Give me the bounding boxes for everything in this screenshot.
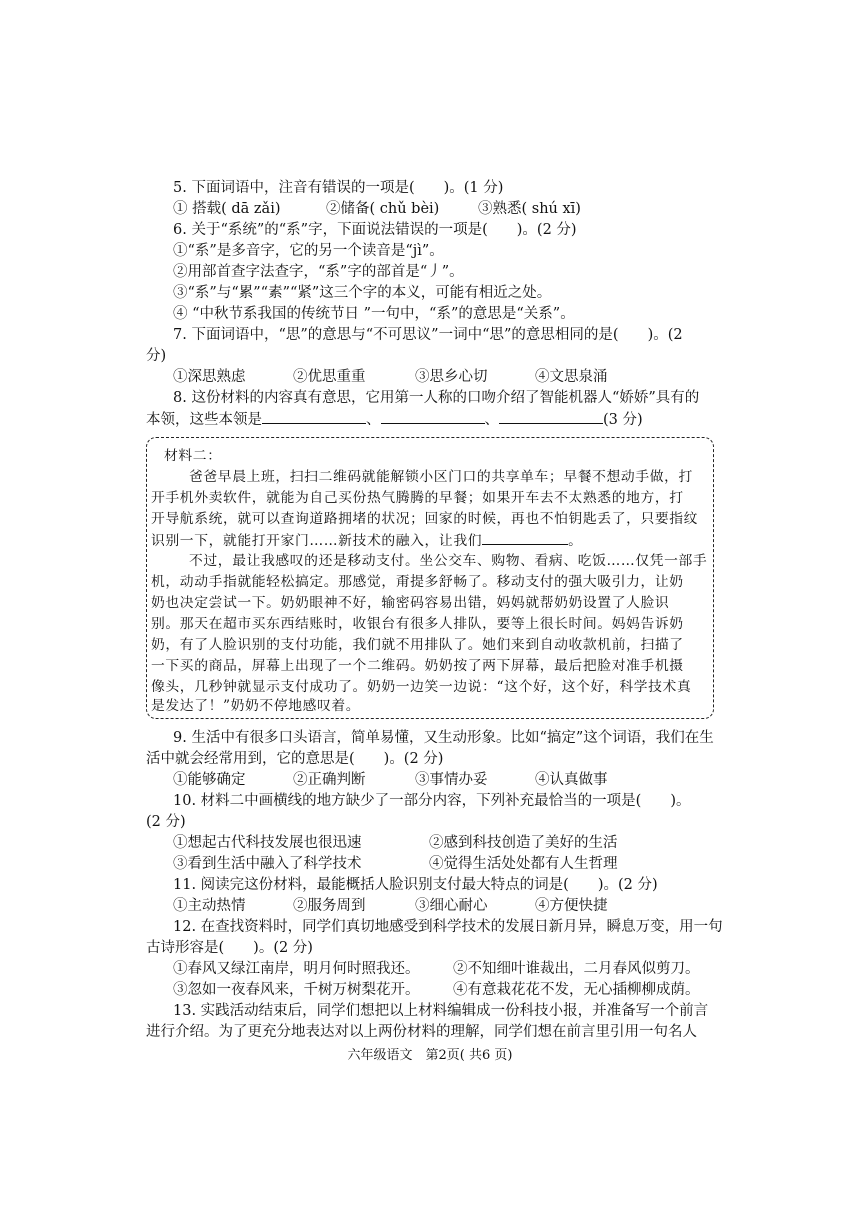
q9-option-1: ①能够确定 xyxy=(173,772,246,788)
q10-stem-line2: (2 分) xyxy=(146,814,186,830)
q5-option-3: ③熟悉( shú xī) xyxy=(478,201,581,217)
q7-option-4: ④文思泉涌 xyxy=(535,369,608,385)
material-2-p1-end: 。 xyxy=(568,533,583,549)
q7-stem-line2: 分) xyxy=(146,348,167,364)
q5-option-1: ① 搭载( dā zǎi) xyxy=(173,201,281,217)
q9-stem-line1: 9. 生活中有很多口头语言，简单易懂，又生动形象。比如“搞定”这个词语，我们在生 xyxy=(173,730,714,746)
page-footer: 六年级语文 第2页( 共6 页) xyxy=(347,1048,513,1063)
q11-option-3: ③细心耐心 xyxy=(415,898,488,914)
q13-line2: 进行介绍。为了更充分地表达对以上两份材料的理解，同学们想在前言里引用一句名人 xyxy=(146,1024,697,1040)
q11-option-1: ①主动热情 xyxy=(173,898,246,914)
q10-option-2: ②感到科技创造了美好的生活 xyxy=(429,835,618,851)
q8-stem-line2 xyxy=(146,409,643,430)
q8-sep-2: 、 xyxy=(484,412,499,428)
q7-option-2: ②优思重重 xyxy=(293,369,366,385)
material-2-p1-line3: 开导航系统，就可以查询道路拥堵的状况；回家的时候，再也不怕钥匙丢了，只要指纹 xyxy=(151,511,699,527)
q13-line1: 13. 实践活动结束后，同学们想把以上材料编辑成一份科技小报，并准备写一个前言 xyxy=(173,1003,709,1019)
q11-option-4: ④方便快捷 xyxy=(535,898,608,914)
q11-stem: 11. 阅读完这份材料，最能概括人脸识别支付最大特点的词是( )。(2 分) xyxy=(173,877,658,893)
material-2-p2-line6: 一下买的商品，屏幕上出现了一个二维码。奶奶按了两下屏幕，最后把脸对准手机摄 xyxy=(151,658,684,674)
q10-option-3: ③看到生活中融入了科学技术 xyxy=(173,856,362,872)
q12-stem-line1: 12. 在查找资料时，同学们真切地感受到科学技术的发展日新月异，瞬息万变，用一句 xyxy=(173,919,723,935)
q6-option-4: ④ “中秋节系我国的传统节日 ”一句中，“系”的意思是“关系”。 xyxy=(173,306,575,322)
material-2-p2-line4: 别。那天在超市买东西结账时，收银台有很多人排队，要等上很长时间。妈妈告诉奶 xyxy=(151,616,684,632)
material-2-p2-line3: 奶也决定尝试一下。奶奶眼神不好，输密码容易出错，妈妈就帮奶奶设置了人脸识 xyxy=(151,595,670,611)
q12-option-4: ④有意栽花花不发，无心插柳柳成荫。 xyxy=(453,982,700,998)
q11-option-2: ②服务周到 xyxy=(293,898,366,914)
material-2-p2-line7: 像头，几秒钟就显示支付成功了。奶奶一边笑一边说：“这个好，这个好，科学技术真 xyxy=(151,679,692,695)
q8-answer-blank-2[interactable] xyxy=(381,409,485,424)
q12-stem-line2: 古诗形容是( )。(2 分) xyxy=(146,940,313,956)
q8-score: (3 分) xyxy=(603,412,643,428)
material-2-p1-line4 xyxy=(151,530,583,551)
q8-prefix: 本领，这些本领是 xyxy=(146,412,262,428)
material-2-p2-line8: 是发达了！”奶奶不停地感叹着。 xyxy=(151,698,361,714)
q12-option-1: ①春风又绿江南岸，明月何时照我还。 xyxy=(173,961,420,977)
q8-sep-1: 、 xyxy=(366,412,381,428)
material-2-p1-line2: 开手机外卖软件，就能为自己买份热气腾腾的早餐；如果开车去不太熟悉的地方，打 xyxy=(151,490,684,506)
material-2-p1-line4-text: 识别一下，就能打开家门……新技术的融入，让我们 xyxy=(151,533,483,549)
material-2-box xyxy=(146,437,714,719)
q10-stem-line1: 10. 材料二中画横线的地方缺少了一部分内容，下列补充最恰当的一项是( )。 xyxy=(173,793,691,809)
q7-option-3: ③思乡心切 xyxy=(415,369,488,385)
q8-answer-blank-3[interactable] xyxy=(499,409,603,424)
q7-stem-line1: 7. 下面词语中，“思”的意思与“不可思议”一词中“思”的意思相同的是( )。(2 xyxy=(173,327,683,343)
q6-option-1: ①“系”是多音字，它的另一个读音是“jì”。 xyxy=(173,243,444,259)
material-2-p2-line2: 机，动动手指就能轻松搞定。那感觉，甭提多舒畅了。移动支付的强大吸引力，让奶 xyxy=(151,574,684,590)
q6-option-3: ③“系”与“累”“素”“紧”这三个字的本义，可能有相近之处。 xyxy=(173,285,552,301)
material-2-p1-line1: 爸爸早晨上班，扫扫二维码就能解锁小区门口的共享单车；早餐不想动手做，打 xyxy=(189,469,693,485)
q8-stem-line1: 8. 这份材料的内容真有意思，它用第一人称的口吻介绍了智能机器人“娇娇”具有的 xyxy=(173,390,700,406)
material-2-p2-line1: 不过，最让我感叹的还是移动支付。坐公交车、购物、看病、吃饭……仅凭一部手 xyxy=(189,553,708,569)
q12-option-2: ②不知细叶谁裁出，二月春风似剪刀。 xyxy=(453,961,700,977)
q8-answer-blank-1[interactable] xyxy=(262,409,366,424)
material-2-title: 材料二： xyxy=(164,448,222,464)
q5-stem: 5. 下面词语中，注音有错误的一项是( )。(1 分) xyxy=(173,180,504,196)
q10-option-1: ①想起古代科技发展也很迅速 xyxy=(173,835,362,851)
q6-option-2: ②用部首查字法查字，“系”字的部首是“丿”。 xyxy=(173,264,464,280)
q10-option-4: ④觉得生活处处都有人生哲理 xyxy=(429,856,618,872)
material-2-underlined-blank[interactable] xyxy=(482,530,568,545)
q9-option-2: ②正确判断 xyxy=(293,772,366,788)
q6-stem: 6. 关于“系统”的“系”字，下面说法错误的一项是( )。(2 分) xyxy=(173,222,577,238)
q12-option-3: ③忽如一夜春风来，千树万树梨花开。 xyxy=(173,982,420,998)
material-2-p2-line5: 奶，有了人脸识别的支付功能，我们就不用排队了。她们来到自动收款机前，扫描了 xyxy=(151,637,684,653)
q9-stem-line2: 活中就会经常用到，它的意思是( )。(2 分) xyxy=(146,751,444,767)
q7-option-1: ①深思熟虑 xyxy=(173,369,246,385)
q5-option-2: ②储备( chǔ bèi) xyxy=(326,201,440,217)
q9-option-4: ④认真做事 xyxy=(535,772,608,788)
q9-option-3: ③事情办妥 xyxy=(415,772,488,788)
